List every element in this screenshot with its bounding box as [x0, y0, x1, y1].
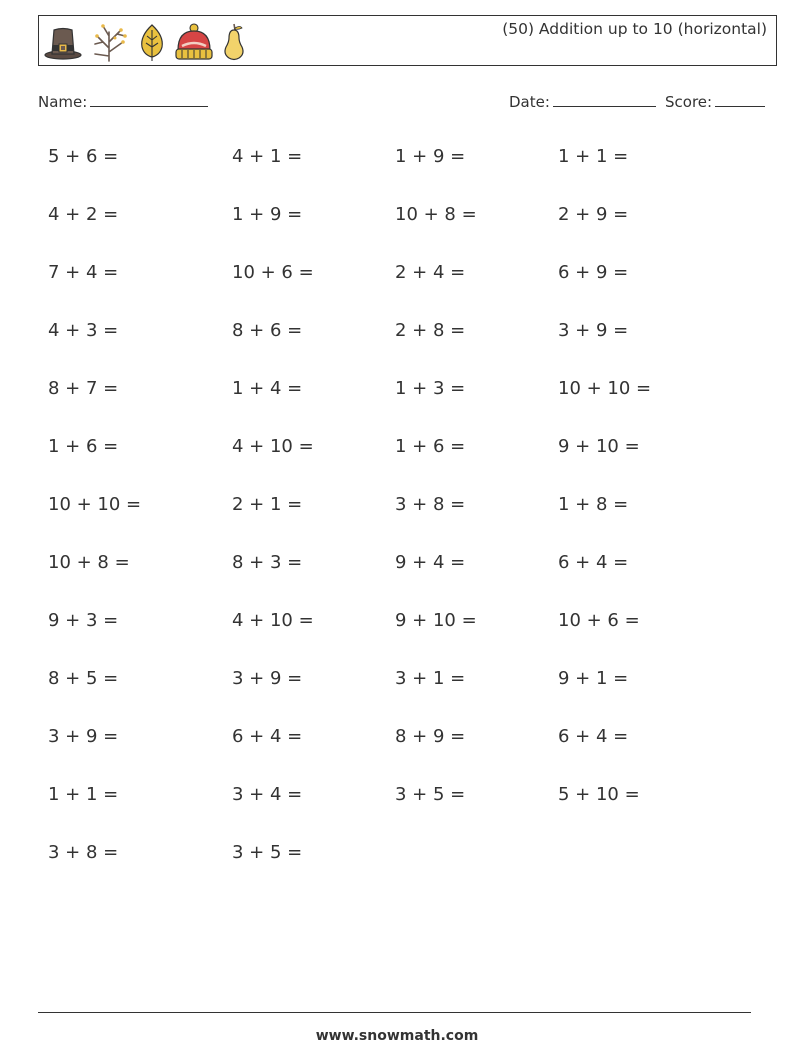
problem-6-1: 1 + 6 =	[48, 436, 119, 457]
problem-5-3: 1 + 3 =	[395, 378, 466, 399]
problem-9-2: 4 + 10 =	[232, 610, 314, 631]
problem-10-3: 3 + 1 =	[395, 668, 466, 689]
problem-2-1: 4 + 2 =	[48, 204, 119, 225]
worksheet-title: (50) Addition up to 10 (horizontal)	[502, 20, 767, 38]
name-label: Name:	[38, 93, 88, 111]
problem-3-4: 6 + 9 =	[558, 262, 629, 283]
problem-1-2: 4 + 1 =	[232, 146, 303, 167]
problem-10-2: 3 + 9 =	[232, 668, 303, 689]
bare-branch-icon	[87, 22, 131, 62]
problem-12-4: 5 + 10 =	[558, 784, 640, 805]
problem-12-1: 1 + 1 =	[48, 784, 119, 805]
pilgrim-hat-icon	[43, 22, 83, 62]
score-blank[interactable]	[715, 92, 765, 107]
problem-10-4: 9 + 1 =	[558, 668, 629, 689]
name-field	[38, 92, 208, 111]
problem-2-2: 1 + 9 =	[232, 204, 303, 225]
date-blank[interactable]	[553, 92, 656, 107]
problem-3-2: 10 + 6 =	[232, 262, 314, 283]
problem-8-4: 6 + 4 =	[558, 552, 629, 573]
problem-9-1: 9 + 3 =	[48, 610, 119, 631]
problem-3-1: 7 + 4 =	[48, 262, 119, 283]
worksheet-header	[38, 15, 777, 66]
problem-9-3: 9 + 10 =	[395, 610, 477, 631]
problem-13-1: 3 + 8 =	[48, 842, 119, 863]
problem-6-4: 9 + 10 =	[558, 436, 640, 457]
problem-10-1: 8 + 5 =	[48, 668, 119, 689]
footer-url: www.snowmath.com	[315, 1028, 479, 1044]
name-blank[interactable]	[90, 92, 208, 107]
problem-11-3: 8 + 9 =	[395, 726, 466, 747]
winter-hat-icon	[173, 22, 215, 62]
problem-4-1: 4 + 3 =	[48, 320, 119, 341]
problem-8-2: 8 + 3 =	[232, 552, 303, 573]
problem-4-2: 8 + 6 =	[232, 320, 303, 341]
problem-7-1: 10 + 10 =	[48, 494, 142, 515]
problem-4-3: 2 + 8 =	[395, 320, 466, 341]
problem-1-4: 1 + 1 =	[558, 146, 629, 167]
score-label: Score:	[665, 93, 713, 111]
problem-7-3: 3 + 8 =	[395, 494, 466, 515]
problem-13-2: 3 + 5 =	[232, 842, 303, 863]
problem-5-2: 1 + 4 =	[232, 378, 303, 399]
date-field	[509, 92, 656, 111]
problem-3-3: 2 + 4 =	[395, 262, 466, 283]
problem-2-3: 10 + 8 =	[395, 204, 477, 225]
problem-11-2: 6 + 4 =	[232, 726, 303, 747]
score-field	[665, 92, 765, 111]
problem-1-1: 5 + 6 =	[48, 146, 119, 167]
problem-11-1: 3 + 9 =	[48, 726, 119, 747]
autumn-leaf-icon	[135, 22, 169, 62]
problem-8-3: 9 + 4 =	[395, 552, 466, 573]
problem-2-4: 2 + 9 =	[558, 204, 629, 225]
problem-9-4: 10 + 6 =	[558, 610, 640, 631]
problem-5-1: 8 + 7 =	[48, 378, 119, 399]
problem-11-4: 6 + 4 =	[558, 726, 629, 747]
footer-divider	[38, 1012, 751, 1013]
problem-12-3: 3 + 5 =	[395, 784, 466, 805]
problem-6-3: 1 + 6 =	[395, 436, 466, 457]
problem-6-2: 4 + 10 =	[232, 436, 314, 457]
problem-8-1: 10 + 8 =	[48, 552, 130, 573]
problem-12-2: 3 + 4 =	[232, 784, 303, 805]
header-icons	[43, 20, 249, 64]
problem-1-3: 1 + 9 =	[395, 146, 466, 167]
problem-5-4: 10 + 10 =	[558, 378, 652, 399]
problem-7-4: 1 + 8 =	[558, 494, 629, 515]
date-label: Date:	[509, 93, 550, 111]
pear-icon	[219, 22, 249, 62]
problem-4-4: 3 + 9 =	[558, 320, 629, 341]
problem-7-2: 2 + 1 =	[232, 494, 303, 515]
